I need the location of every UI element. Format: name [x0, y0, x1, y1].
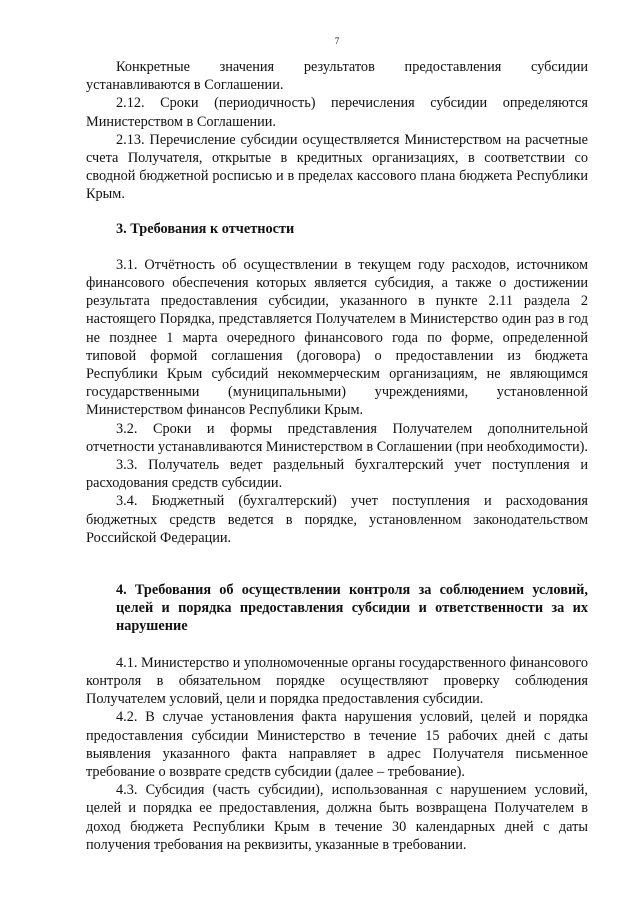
page-number: 7 — [334, 36, 340, 46]
paragraph-4-1: 4.1. Министерство и уполномоченные органы государственного финансового контроля в обязательном порядке осуществляют проверку соблюдения Получателем условий, цели и порядка предоставления субсидии. — [86, 654, 588, 708]
paragraph-4-3: 4.3. Субсидия (часть субсидии), использованная с нарушением условий, целей и порядка ее предоставления, должна быть возвращена Получателем в доход бюджета Республики Крым в течение 30 календарных дней с даты получения требования на реквизиты, указанные в требовании. — [86, 782, 588, 853]
spacer — [86, 547, 588, 581]
paragraph-3-1: 3.1. Отчётность об осуществлении в текущем году расходов, источником финансового обеспечения которых является субсидия, а также о достижении результата предоставления субсидии, указанного в пункте 2.11 раздела 2 настоящего Порядка, представляется Получателем в Министерство один раз в год не позднее 1 марта очередного финансового года по форме, определенной типовой формой соглашения (договора) о предоставлении из бюджета Республики Крым субсидий некоммерческим организациям, не являющимся государственными (муниципальными) учреждениями, установленной Министерством финансов Республики Крым. — [86, 256, 588, 419]
section-4-title: 4. Требования об осуществлении контроля за соблюдением условий, целей и порядка предоставления субсидии и ответственности за их нарушение — [116, 582, 588, 635]
spacer — [86, 636, 588, 654]
paragraph-4-2: 4.2. В случае установления факта нарушения условий, целей и порядка предоставления субсидии Министерство в течение 15 рабочих дней с даты выявления указанного факта направляет в адрес Получателя письменное требование о возврате средств субсидии (далее – требование). — [86, 709, 588, 780]
document-body — [86, 58, 588, 854]
paragraph-2-13: 2.13. Перечисление субсидии осуществляется Министерством на расчетные счета Получателя, открытые в кредитных организациях, в соответствии со сводной бюджетной росписью и в пределах кассового плана бюджета Республики Крым. — [86, 131, 588, 203]
spacer — [86, 204, 588, 220]
section-3-title: 3. Требования к отчетности — [116, 220, 295, 237]
spacer — [86, 238, 588, 256]
paragraph-2-12: 2.12. Сроки (периодичность) перечисления субсидии определяются Министерством в Соглашении. — [86, 95, 588, 130]
paragraph-results-values: Конкретные значения результатов предоставления субсидии устанавливаются в Соглашении. — [86, 59, 588, 94]
paragraph-3-3: 3.3. Получатель ведет раздельный бухгалтерский учет поступления и расходования средств субсидии. — [86, 457, 588, 492]
paragraph-3-2: 3.2. Сроки и формы представления Получателем дополнительной отчетности устанавливаются Министерством в Соглашении (при необходимости). — [86, 420, 588, 455]
paragraph-3-4: 3.4. Бюджетный (бухгалтерский) учет поступления и расходования бюджетных средств ведется в порядке, установленном законодательством Российской Федерации. — [86, 493, 588, 546]
